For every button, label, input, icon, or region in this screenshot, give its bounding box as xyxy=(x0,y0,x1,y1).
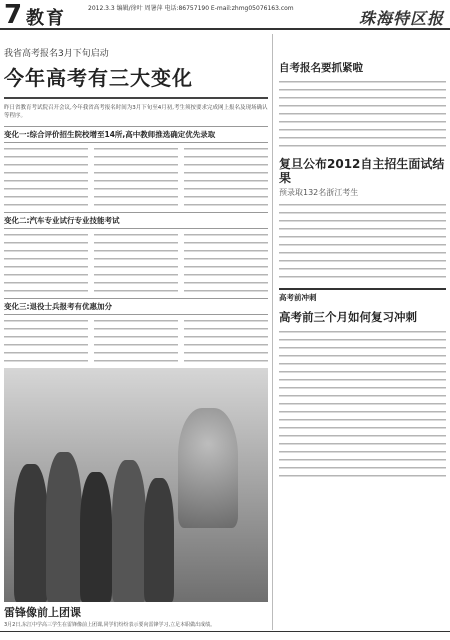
subhead-2: 变化二:汽车专业试行专业技能考试 xyxy=(4,212,268,229)
page-number: 7 xyxy=(4,0,23,30)
right-column xyxy=(272,34,446,630)
photo-footnote: 3月2日,东江中学高三学生在雷锋像前上团课,同学们纷纷表示要向雷锋学习,立足本职做出成绩。 xyxy=(4,622,216,628)
story-subtitle: 预录取132名浙江考生 xyxy=(279,188,359,197)
body-text-block xyxy=(279,202,446,282)
story-title: 复旦公布2012自主招生面试结果 xyxy=(279,157,445,185)
body-text-block xyxy=(279,329,446,479)
body-text-block xyxy=(4,232,268,292)
story-title: 高考前三个月如何复习冲刺 xyxy=(279,310,417,324)
section-band: 高考前冲刺 xyxy=(279,288,446,303)
section-title: 教育 xyxy=(26,8,66,29)
body-text-block xyxy=(4,146,268,206)
story-title: 自考报名要抓紧啦 xyxy=(279,62,363,74)
lead-paragraph: 昨日省教育考试院召开会议,今年我省高考报名时间为3月下旬至4月初,考生须按要求完成网上报名及现场确认等程序。 xyxy=(4,105,268,119)
body-text-block xyxy=(279,79,446,149)
subhead-1: 变化一:综合评价招生院校增至14所,高中教师推选确定优先录取 xyxy=(4,126,268,143)
page-footer-rule xyxy=(0,631,450,640)
subhead-3: 变化三:退役士兵报考有优惠加分 xyxy=(4,298,268,315)
page-meta: 2012.3.3 编辑/徐叶 周暑萍 电话:86757190 E-mail:zhmg05076163.com xyxy=(88,5,294,12)
divider xyxy=(4,97,268,99)
photo-caption: 雷锋像前上团课 xyxy=(4,606,81,619)
statue-bust xyxy=(178,408,238,528)
news-photo xyxy=(4,368,268,602)
newspaper-logo: 珠海特区报 xyxy=(358,9,444,28)
lead-kicker: 我省高考报名3月下旬启动 xyxy=(4,49,109,59)
page-header xyxy=(0,0,450,30)
left-column xyxy=(4,34,268,630)
body-text-block xyxy=(4,318,268,362)
lead-headline: 今年高考有三大变化 xyxy=(4,66,193,90)
